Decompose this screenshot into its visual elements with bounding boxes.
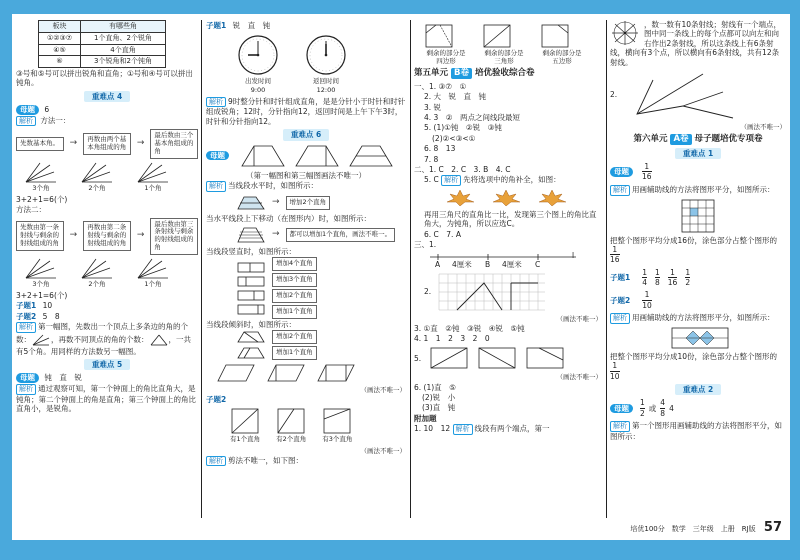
star-figure xyxy=(444,189,476,207)
analysis-line xyxy=(206,456,406,467)
answer-line: 3. ①直 ②钝 ③锐 ④锐 ⑤钝 xyxy=(414,323,525,333)
shape-figure xyxy=(236,330,266,344)
flow-1 xyxy=(16,129,198,158)
figure-caption: 有1个直角 xyxy=(230,435,261,444)
analysis-text xyxy=(610,236,786,265)
sub-question-2 xyxy=(610,290,786,310)
analysis-text xyxy=(610,421,786,441)
method-label: 方法一： xyxy=(40,115,71,125)
fan-figure xyxy=(80,162,114,192)
figure-caption: 2个角 xyxy=(88,279,106,288)
text: 4 xyxy=(669,403,674,413)
segment-label: A xyxy=(435,259,441,269)
fraction xyxy=(610,245,620,265)
star-figure xyxy=(490,189,522,207)
numerator: 1 xyxy=(642,267,647,277)
question-number: 2. xyxy=(424,286,432,296)
analysis-line xyxy=(16,116,198,127)
mother-tag: 母题 xyxy=(206,151,229,160)
footer-text: 培优100分 数学 三年级 上册 RJ版 xyxy=(630,524,756,533)
square-figure xyxy=(477,346,517,370)
answer-line: 一、1. ③⑦ ① xyxy=(414,81,467,91)
arrow-right-icon: → xyxy=(136,230,145,241)
figure-note: （画法不唯一） xyxy=(360,446,406,455)
sub-question-1 xyxy=(610,268,786,288)
arrow-right-icon: → xyxy=(69,138,78,149)
parallelogram-figure xyxy=(316,363,356,383)
answer-line: 4. 1 1 2 3 2 0 xyxy=(414,334,490,343)
denominator: 16 xyxy=(642,172,652,182)
fan-figure xyxy=(136,162,170,192)
numerator: 4 xyxy=(660,398,666,408)
answer-line: 4. 3 ② 两点之间线段最短 xyxy=(424,113,521,122)
clock-time: 9:00 xyxy=(250,85,266,94)
denominator: 10 xyxy=(642,300,652,310)
table-cell: ⑥ xyxy=(39,56,81,68)
result-box: 增加1个直角 xyxy=(272,305,317,319)
shape-figure xyxy=(236,195,266,211)
angle-table xyxy=(38,20,166,68)
angle-figures-1 xyxy=(24,162,198,192)
angle-answer xyxy=(610,70,786,120)
denominator: 8 xyxy=(655,278,660,287)
extra-heading: 附加题 xyxy=(414,413,437,423)
table-cell: ④⑤ xyxy=(39,44,81,56)
answer-line: 7. 8 xyxy=(424,154,439,164)
clock-caption: 出发时间 xyxy=(245,77,271,86)
fraction xyxy=(668,268,678,288)
section-title: 重难点 5 xyxy=(16,359,198,370)
sub-label: 子题2 xyxy=(16,311,37,321)
text: 剪法不唯一，如下图： xyxy=(228,455,303,465)
numerator: 1 xyxy=(670,267,675,277)
mother-tag: 母题 xyxy=(16,105,39,114)
column-divider xyxy=(410,20,411,518)
mother-tag: 母题 xyxy=(16,373,39,382)
text: 9时整分针和时针组成直角，是是分针小于时针和时针组成锐角；12时，分针指向12，返回时间是上午下午3时，时针和分针指向12。 xyxy=(206,96,406,126)
denominator: 2 xyxy=(685,278,691,287)
analysis-tag: 解析 xyxy=(610,313,630,324)
numerator: 1 xyxy=(640,398,645,408)
text: 把整个图形平均分成16份，涂色部分占整个图形的 xyxy=(610,235,778,245)
clock-icon xyxy=(304,33,348,77)
sub-question-1 xyxy=(16,301,198,310)
text: 用画辅助线的方法将图形平分，如图所示： xyxy=(632,184,775,194)
fraction xyxy=(642,290,652,310)
analysis-text: 当水平线段上下移动（在图形内）时，如图所示： xyxy=(206,213,371,223)
analysis-tag: 解析 xyxy=(206,456,226,467)
fraction xyxy=(642,162,652,182)
exam-title: 培优验收综合卷 xyxy=(474,68,535,79)
analysis-text xyxy=(610,352,786,381)
table-header: 有哪些角 xyxy=(81,21,166,33)
shape-figure xyxy=(236,289,266,301)
text: 当线段水平时，如图所示： xyxy=(228,180,318,190)
table-row xyxy=(39,44,166,56)
slanted-results xyxy=(272,330,317,360)
cut-figures xyxy=(424,23,602,65)
parallelogram-figure xyxy=(216,363,256,383)
figure-caption: 剩余的部分是五边形 xyxy=(542,49,582,66)
star-figure xyxy=(536,189,568,207)
answer-line: 二、1. C 2. C 3. B 4. C xyxy=(414,164,511,174)
unit-label: 第六单元 xyxy=(633,134,668,144)
question-number: 5. xyxy=(414,353,422,363)
vertical-results xyxy=(272,257,317,318)
section-title: 重难点 2 xyxy=(610,384,786,395)
figure-caption: 2个角 xyxy=(88,183,106,192)
table-cell: 3个锐角和2个钝角 xyxy=(81,56,166,68)
unit-heading xyxy=(414,68,602,79)
numerator: 1 xyxy=(612,244,618,254)
column-3 xyxy=(414,20,602,518)
numerator: 1 xyxy=(644,290,650,300)
mother-question-2 xyxy=(610,398,786,418)
sub-label: 子题2 xyxy=(610,295,631,305)
flow-box: 再数由两个基本角组成的角 xyxy=(83,133,131,155)
fraction xyxy=(685,268,690,288)
flow-box: 最后数由第三条射线与剩余的射线组成的角 xyxy=(150,218,198,255)
mother-question xyxy=(16,373,198,382)
figure-caption: 1个角 xyxy=(144,183,162,192)
vertical-figures xyxy=(236,261,266,315)
paper-label: A卷 xyxy=(670,134,691,145)
star-angles xyxy=(444,189,602,207)
shape-figure xyxy=(236,226,266,244)
answer-line: 3. 锐 xyxy=(424,102,442,112)
numerator: 1 xyxy=(612,361,618,371)
figure-caption: 有3个直角 xyxy=(322,435,353,444)
clock-figure xyxy=(304,33,348,93)
text: ，数一数有10条射线；射线有一个端点，图中同一条线上的每个点都可以向左和向右作出2条射线，所以这条线上有6条射线，横向有3个点，所以横向有6条射线，共有12条射线。 xyxy=(610,20,782,67)
result-box: 都可以增加1个直角，画法不唯一。 xyxy=(286,228,396,242)
numerator: 1 xyxy=(644,162,650,171)
mother-tag: 母题 xyxy=(610,167,633,176)
result-box: 增加3个直角 xyxy=(272,273,317,287)
analysis-tag: 解析 xyxy=(206,181,226,192)
analysis-tag: 解析 xyxy=(206,97,226,108)
text: 先将选项中的角补全，如图： xyxy=(463,175,561,185)
arrow-right-icon: → xyxy=(272,229,280,240)
analysis-tag: 解析 xyxy=(16,116,36,127)
figure-note: （画法不唯一） xyxy=(740,122,786,131)
angle-figures-2 xyxy=(24,258,198,288)
unit-heading xyxy=(610,134,786,145)
answer-line xyxy=(414,424,602,435)
table-row xyxy=(39,56,166,68)
analysis-line xyxy=(206,181,406,192)
table-header: 板块 xyxy=(39,21,81,33)
fraction xyxy=(640,398,645,418)
square-figure xyxy=(525,346,565,370)
mother-tag: 母题 xyxy=(610,404,633,413)
result-box: 增加2个直角 xyxy=(272,289,317,303)
analysis-tag: 解析 xyxy=(610,421,630,432)
squares-answer xyxy=(414,346,602,370)
sub-question-2 xyxy=(206,395,406,404)
column-divider xyxy=(606,20,607,518)
trapezoid-figure xyxy=(294,144,340,168)
segment-figure xyxy=(428,251,578,269)
text: 或 xyxy=(648,403,657,413)
table-cell: ①②③⑦ xyxy=(39,32,81,44)
result-box: 增加2个直角 xyxy=(272,330,317,344)
intro-text: ③号和⑤号可以拼出锐角和直角；①号和④号可以拼出钝角。 xyxy=(16,69,193,88)
answer-line: 5. (1)①钝 ②锐 ③钝 xyxy=(424,123,502,133)
answer: 钝 直 锐 xyxy=(44,373,82,383)
analysis-tag: 解析 xyxy=(16,322,36,333)
paper-label: B卷 xyxy=(451,68,472,79)
ray-paragraph xyxy=(610,20,786,67)
figure-note: （画法不唯一） xyxy=(556,373,602,382)
cut-figure xyxy=(482,23,526,65)
analysis-tag: 解析 xyxy=(610,185,630,196)
slanted-case xyxy=(236,330,406,360)
section-title: 重难点 1 xyxy=(610,148,786,159)
clocks xyxy=(236,33,406,93)
denominator: 4 xyxy=(642,278,647,287)
answer-page xyxy=(12,14,790,540)
trapezoid-figure xyxy=(348,144,394,168)
figure-caption: 1个角 xyxy=(144,279,162,288)
parallelogram-figure xyxy=(266,363,306,383)
result-box: 增加4个直角 xyxy=(272,257,317,271)
analysis-text: 当线段倾斜时，如图所示： xyxy=(206,319,296,329)
cut-figure xyxy=(424,23,468,65)
equation: 3+2+1=6(个) xyxy=(16,290,68,300)
sub-label: 子题2 xyxy=(206,395,227,405)
clock-figure xyxy=(236,33,280,93)
question-number: 2. xyxy=(610,90,618,100)
figure-caption: 剩余的部分是三角形 xyxy=(484,49,524,66)
answer-line: (2)锐 小 xyxy=(422,392,456,402)
analysis-text xyxy=(206,97,406,127)
text: 通过观察可知，第一个钟面上的角比直角大，是钝角；第二个钟面上的角是直角；第三个钟面上的角比直角小，是锐角。 xyxy=(16,383,196,413)
text: 5. C xyxy=(424,175,439,185)
analysis-line xyxy=(610,185,786,196)
sub-label: 子题1 xyxy=(610,272,631,282)
grid-16 xyxy=(680,198,786,234)
square-figure xyxy=(322,407,352,443)
column-4 xyxy=(610,20,786,518)
column-2 xyxy=(206,20,406,518)
answer: 6 xyxy=(44,105,50,115)
text: 的个数： xyxy=(16,321,188,344)
analysis-tag: 解析 xyxy=(441,175,461,186)
vertical-case xyxy=(236,257,406,318)
numerator: 1 xyxy=(685,267,691,277)
method-label: 方法二： xyxy=(16,205,46,215)
angle-figure xyxy=(149,333,169,347)
arrow-right-icon: → xyxy=(272,197,280,207)
mother-question xyxy=(610,162,786,182)
sub-question-2 xyxy=(16,312,198,321)
answer-line: 6. (1)直 ⑤ xyxy=(414,382,456,392)
answer: 5 8 xyxy=(42,311,60,321)
text: ，一共有5个角。用同样的方法数另一幅图。 xyxy=(16,334,191,356)
denominator: 16 xyxy=(610,255,620,265)
square-figure xyxy=(276,407,306,443)
equation: 3+2+1=6(个) xyxy=(16,194,68,204)
flow-box: 再数由第二条射线与剩余的射线组成的角 xyxy=(83,221,131,250)
denominator: 10 xyxy=(610,371,620,381)
page-number: 57 xyxy=(763,519,782,535)
grid-figure xyxy=(437,272,547,312)
answer-line: 2. 大 锐 直 钝 xyxy=(424,92,487,102)
mother-question xyxy=(16,105,198,114)
horizontal-case xyxy=(236,195,406,211)
result-box: 增加1个直角 xyxy=(272,346,317,360)
answer-line: (2)②<③<① xyxy=(432,133,476,143)
analysis-text: 再用三角尺的直角比一比，发现第三个图上的角比直角大，为钝角，所以应选C。 xyxy=(424,210,597,229)
figure-note: （画法不唯一） xyxy=(360,385,406,394)
figure-caption: 剩余的部分是四边形 xyxy=(426,49,466,66)
text: 用画辅助线的方法将图形平分，如图所示： xyxy=(632,313,775,323)
answer-line xyxy=(424,175,602,186)
flow-box: 先数基本角。 xyxy=(16,137,64,151)
clock-caption: 返回时间 xyxy=(313,77,339,86)
analysis-text xyxy=(16,322,198,356)
cut-figure xyxy=(540,23,584,65)
result-box: 增加2个直角 xyxy=(286,196,331,210)
segment-label: B xyxy=(485,259,491,269)
figure-note: （画法不唯一） xyxy=(556,314,602,323)
shape-figure xyxy=(236,261,266,273)
analysis-tag: 解析 xyxy=(453,424,473,435)
section-title: 重难点 4 xyxy=(16,91,198,102)
figure-caption: 3个角 xyxy=(32,183,50,192)
square-figure xyxy=(230,407,260,443)
fan-figure xyxy=(24,162,58,192)
text: 第一幅图，先数出一个顶点上多条边的角 xyxy=(38,321,173,331)
table-cell: 4个直角 xyxy=(81,44,166,56)
angle-figure xyxy=(31,333,51,347)
analysis-text xyxy=(16,384,198,414)
text: 把整个图形平均分成10份，涂色部分占整个图形的 xyxy=(610,351,778,361)
square-figure xyxy=(429,346,469,370)
answer-line: 6. 8 13 xyxy=(424,144,456,154)
analysis-text: 当线段竖直时，如图所示： xyxy=(206,247,296,256)
denominator: 2 xyxy=(640,408,645,418)
table-row xyxy=(39,32,166,44)
column-divider xyxy=(201,20,202,518)
answer-line: (3)直 钝 xyxy=(422,403,456,413)
answer-line: 6. C 7. A xyxy=(424,229,461,239)
figure-caption: 有2个直角 xyxy=(276,435,307,444)
flow-2 xyxy=(16,218,198,255)
mother-question xyxy=(206,144,406,168)
angle-figure xyxy=(623,70,743,120)
parallelograms xyxy=(216,363,406,383)
unit-label: 第五单元 xyxy=(414,68,449,79)
analysis-line xyxy=(610,313,786,324)
flow-box: 先数由第一条射线与剩余的射线组成的角 xyxy=(16,221,64,250)
exam-title: 母子题培优专项卷 xyxy=(694,134,763,144)
figure-caption: 3个角 xyxy=(32,279,50,288)
segment-label: C xyxy=(535,259,541,269)
fraction xyxy=(610,361,620,381)
rays-figure xyxy=(610,20,640,46)
numerator: 1 xyxy=(655,267,660,277)
slanted-figures xyxy=(236,330,266,360)
arrow-right-icon: → xyxy=(69,230,78,241)
flow-box: 最后数由三个基本角组成的角 xyxy=(150,129,198,158)
text: 线段有两个端点，第一 xyxy=(474,424,550,433)
answer-line: 三、1. xyxy=(414,240,437,250)
grid-answer xyxy=(424,272,602,312)
denominator: 8 xyxy=(660,408,666,418)
clock-time: 12:00 xyxy=(316,85,336,94)
sub-label: 子题1 xyxy=(206,21,227,30)
shape-figure xyxy=(236,303,266,315)
diamond-figure xyxy=(670,326,786,350)
square-answers xyxy=(230,407,406,443)
shape-figure xyxy=(236,275,266,287)
page-footer xyxy=(630,520,782,536)
clock-icon xyxy=(236,33,280,77)
analysis-tag: 解析 xyxy=(16,384,36,395)
segment-label: 4厘米 xyxy=(502,259,522,269)
sub-question-1 xyxy=(206,21,406,30)
fan-figure xyxy=(136,258,170,288)
fraction xyxy=(642,268,647,288)
answer: 锐 直 钝 xyxy=(232,21,271,30)
figure-note: （第一幅图和第三幅图画法不唯一） xyxy=(246,170,366,180)
text: 第一个图形用画辅助线的方法将图形平分，如图所示： xyxy=(610,421,782,441)
segment-label: l xyxy=(572,250,575,260)
fraction xyxy=(660,398,665,418)
fan-figure xyxy=(24,258,58,288)
sub-label: 子题1 xyxy=(16,301,37,311)
arrow-right-icon: → xyxy=(136,138,145,149)
fan-figure xyxy=(80,258,114,288)
fraction xyxy=(655,268,660,288)
answer: 10 xyxy=(42,301,53,311)
trapezoid-figure xyxy=(240,144,286,168)
moving-case xyxy=(236,226,406,244)
table-cell: 1个直角、2个锐角 xyxy=(81,32,166,44)
shape-figure xyxy=(236,346,266,360)
text: ，再数不同顶点的角的个数： xyxy=(51,334,149,344)
column-1 xyxy=(16,20,198,518)
segment-label: 4厘米 xyxy=(452,259,472,269)
text: 1. 10 12 xyxy=(414,424,451,433)
denominator: 16 xyxy=(667,278,678,287)
section-title: 重难点 6 xyxy=(206,129,406,140)
